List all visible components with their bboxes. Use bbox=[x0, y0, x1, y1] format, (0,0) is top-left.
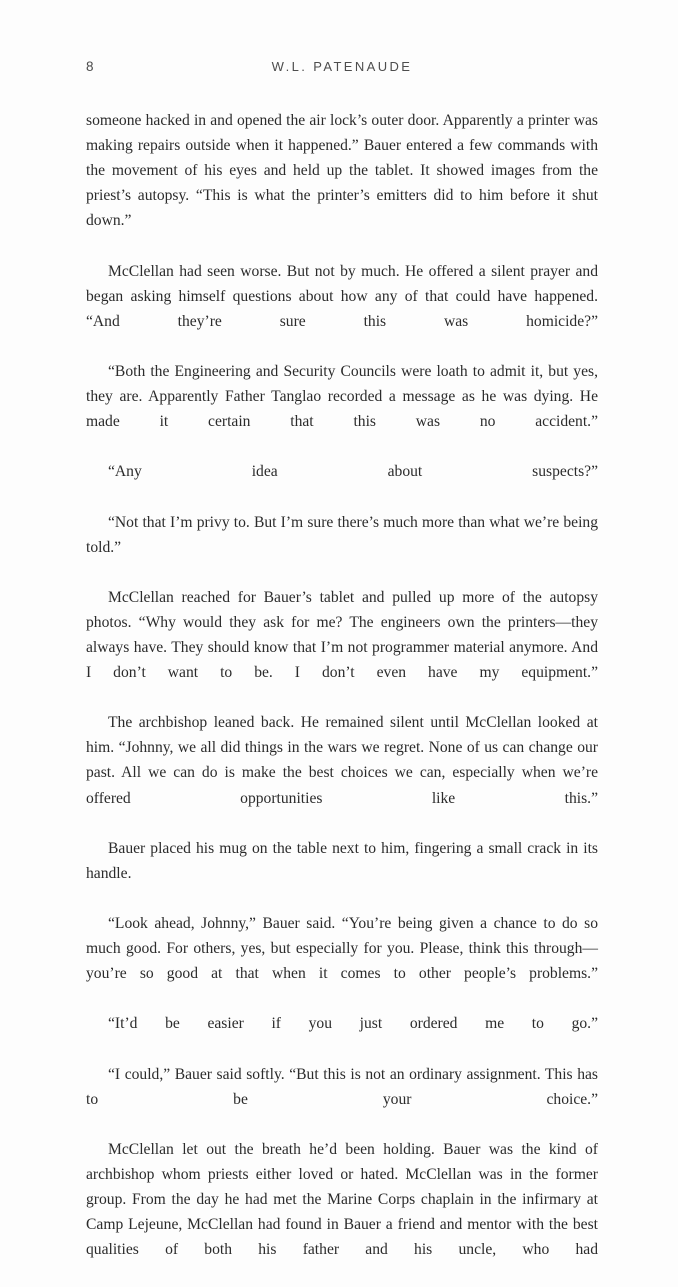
paragraph: “It’d be easier if you just ordered me to go.” bbox=[108, 1015, 598, 1033]
paragraph: McClellan reached for Bauer’s tablet and pulled up more of the autopsy photos. “Why would they ask for me? The engineers own the printers—they always have. They should know that I’m not programmer material anymore. And I don’t want to be. I don’t even have my equipment.” bbox=[86, 588, 598, 682]
paragraph: Bauer placed his mug on the table next to him, fingering a small crack in its handle. bbox=[86, 839, 598, 882]
paragraph: someone hacked in and opened the air lock’s outer door. Apparently a printer was making repairs outside when it happened.” Bauer entered a few commands with the movement of his eyes and held up the tablet. It showed images from the priest’s autopsy. “This is what the printer’s emitters did to him before it shut down.” bbox=[86, 112, 598, 230]
running-head bbox=[86, 58, 598, 80]
paragraph: McClellan had seen worse. But not by much. He offered a silent prayer and began asking himself questions about how any of that could have happened. “And they’re sure this was homicide?” bbox=[86, 262, 598, 330]
paragraph: “Any idea about suspects?” bbox=[108, 463, 598, 481]
page-number: 8 bbox=[86, 59, 95, 74]
paragraph: “Both the Engineering and Security Councils were loath to admit it, but yes, they are. Apparently Father Tanglao recorded a message as he was dying. He made it certain that this was no accident.” bbox=[86, 362, 598, 431]
paragraph: “Not that I’m privy to. But I’m sure there’s much more than what we’re being told.” bbox=[86, 513, 598, 556]
paragraph: McClellan let out the breath he’d been holding. Bauer was the kind of archbishop whom priests either loved or hated. McClellan was in the former group. From the day he had met the Marine Corps chaplain in the infirmary at Camp Lejeune, McClellan had found in Bauer a friend and mentor with the best qualities of both his father and his uncle, who had bbox=[86, 1140, 598, 1259]
running-head-author: W.L. PATENAUDE bbox=[271, 59, 413, 74]
body-text-column bbox=[86, 108, 598, 1287]
paragraph: “I could,” Bauer said softly. “But this is not an ordinary assignment. This has to be your choice.” bbox=[86, 1065, 598, 1108]
paragraph: “Look ahead, Johnny,” Bauer said. “You’re being given a chance to do so much good. For others, yes, but especially for you. Please, think this through—you’re so good at that when it comes to other people’s problems.” bbox=[86, 915, 598, 983]
paragraph: The archbishop leaned back. He remained silent until McClellan looked at him. “Johnny, we all did things in the wars we regret. None of us can change our past. All we can do is make the best choices we can, especially when we’re offered opportunities like this.” bbox=[86, 714, 598, 807]
